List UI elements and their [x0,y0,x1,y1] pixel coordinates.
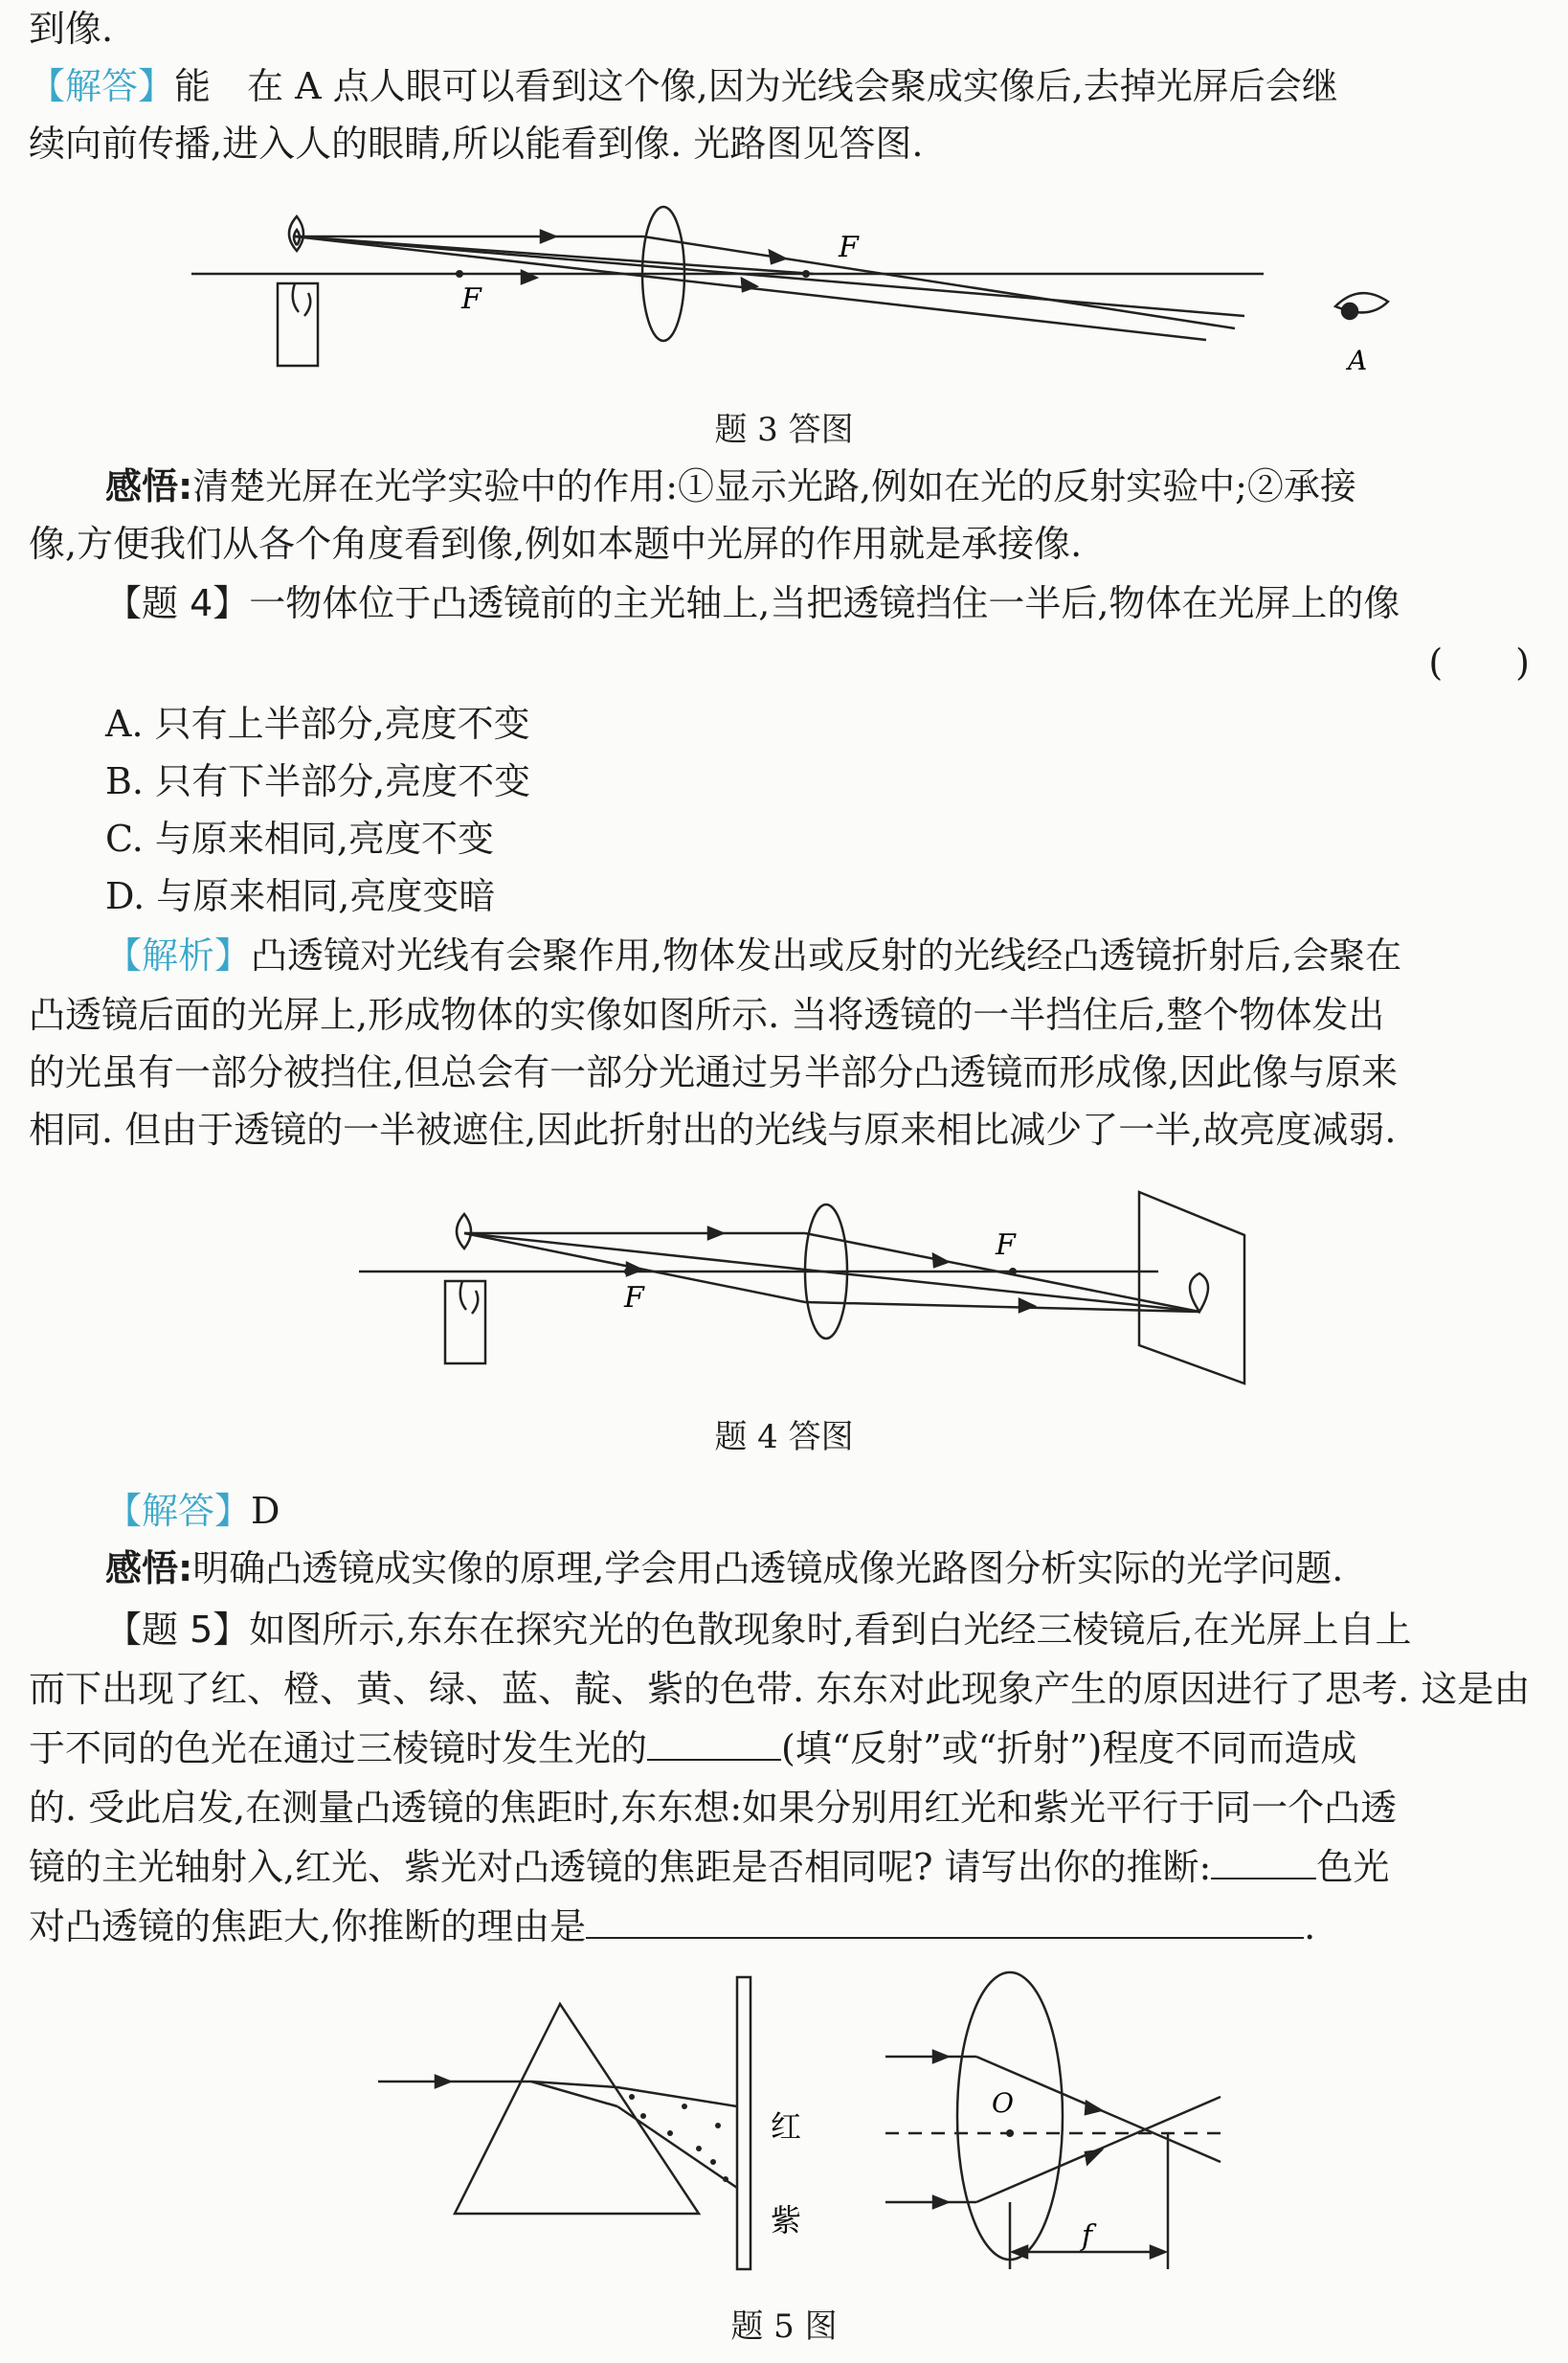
q4-answer-value: D [251,1490,280,1532]
q5-line3-b: (填“反射”或“折射”)程度不同而造成 [781,1727,1357,1769]
q4-analysis-line2: 凸透镜后面的光屏上,形成物体的实像如图所示. 当将透镜的一半挡住后,整个物体发出 [29,994,1385,1036]
q5-tag: 【题 5】 [105,1609,250,1651]
q5-line4: 的. 受此启发,在测量凸透镜的焦距时,东东想:如果分别用红光和紫光平行于同一个凸透 [29,1787,1398,1829]
answer-tag: 【解答】 [29,65,175,107]
answer-tag: 【解答】 [105,1490,252,1532]
fig4-caption: 题 4 答图 [714,1418,854,1456]
q5-line5-b: 色光 [1316,1846,1390,1888]
q4-option-b: B. 只有下半部分,亮度不变 [105,760,531,802]
q4-insight-text: 明确凸透镜成实像的原理,学会用凸透镜成像光路图分析实际的光学问题. [192,1547,1344,1589]
q5-line2: 而下出现了红、橙、黄、绿、蓝、靛、紫的色带. 东东对此现象产生的原因进行了思考. 这是由 [29,1668,1531,1710]
q3-answer-line2: 续向前传播,进入人的眼睛,所以能看到像. 光路图见答图. [29,123,924,165]
fig3-a-label: A [1348,345,1368,376]
prism [455,2004,699,2214]
fig5-f-label: f [1082,2219,1093,2253]
q4-analysis-text: 凸透镜对光线有会聚作用,物体发出或反射的光线经凸透镜折射后,会聚在 [251,934,1402,977]
q3-insight-text: 清楚光屏在光学实验中的作用:①显示光路,例如在光的反射实验中;②承接 [192,465,1356,507]
fig3-caption: 题 3 答图 [714,411,854,449]
q4-option-c: C. 与原来相同,亮度不变 [105,818,494,860]
fig5-o-label: O [992,2087,1014,2119]
q4-option-a: A. 只有上半部分,亮度不变 [105,703,530,745]
q5-line3-a: 于不同的色光在通过三棱镜时发生光的 [29,1727,648,1769]
q4-answer-paren: ( ) [1428,641,1530,684]
fig4-f-left: F [624,1281,644,1315]
insight-tag: 感悟: [105,1547,193,1589]
analysis-tag: 【解析】 [105,934,252,977]
q5-line6-a: 对凸透镜的焦距大,你推断的理由是 [29,1905,587,1947]
q4-analysis-line4: 相同. 但由于透镜的一半被遮住,因此折射出的光线与原来相比减少了一半,故亮度减弱. [29,1109,1397,1151]
q4-stem-text: 一物体位于凸透镜前的主光轴上,当把透镜挡住一半后,物体在光屏上的像 [249,582,1400,624]
top-fragment: 到像. [29,8,114,50]
q4-option-d: D. 与原来相同,亮度变暗 [105,875,496,917]
fig5-violet-label: 紫 [771,2202,802,2239]
q3-insight-line2: 像,方便我们从各个角度看到像,例如本题中光屏的作用就是承接像. [29,523,1083,565]
q3-answer-text: 能 在 A 点人眼可以看到这个像,因为光线会聚成实像后,去掉光屏后会继 [174,65,1338,107]
q5-line6-b: . [1304,1905,1316,1947]
q5-line5-a: 镜的主光轴射入,红光、紫光对凸透镜的焦距是否相同呢? 请写出你的推断: [29,1846,1212,1888]
fig3-f-right: F [839,231,859,264]
q4-analysis-line3: 的光虽有一部分被挡住,但总会有一部分光通过另半部分凸透镜而形成像,因此像与原来 [29,1051,1399,1093]
light-screen [737,1977,750,2269]
q4-tag: 【题 4】 [105,582,250,624]
q5-line1-text: 如图所示,东东在探究光的色散现象时,看到白光经三棱镜后,在光屏上自上 [249,1609,1412,1651]
fig4-f-right: F [996,1228,1016,1262]
fig5-caption: 题 5 图 [730,2307,838,2346]
fig5-red-label: 红 [771,2108,802,2145]
insight-tag: 感悟: [105,465,193,507]
fig3-f-left: F [461,282,482,316]
